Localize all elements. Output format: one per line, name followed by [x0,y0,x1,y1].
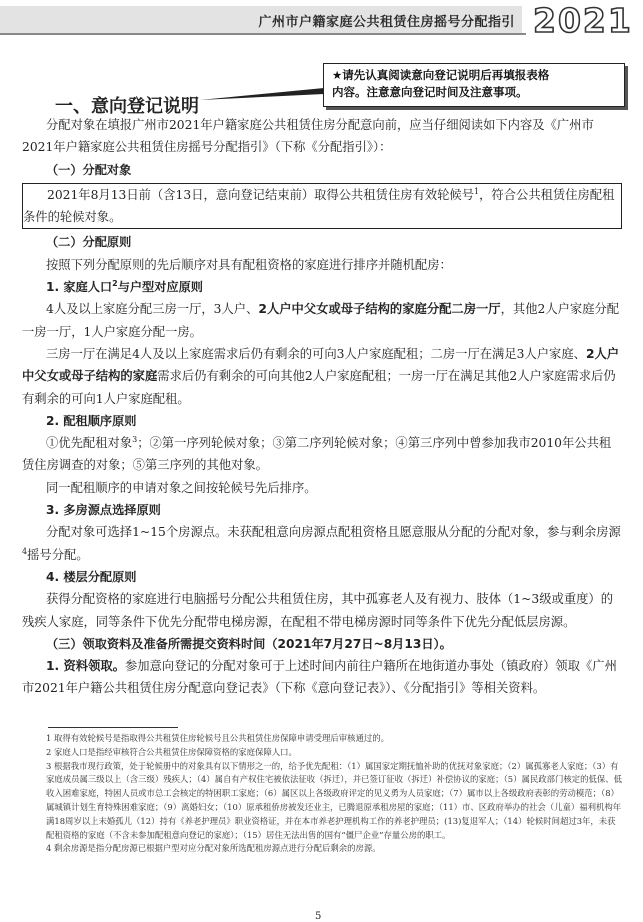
part2-intro: 按照下列分配原则的先后顺序对具有配租资格的家庭进行排序并随机配房： [46,257,452,272]
footnote-2: 2 家庭人口是指经审核符合公共租赁住房保障资格的家庭保障人口。 [46,746,297,757]
document-body [22,114,622,700]
footnotes [22,732,622,856]
notice-pointer [200,87,324,101]
notice-line-2: 内容。注意意向登记时间及注意事项。 [332,85,528,99]
intro-paragraph: 分配对象在填报广州市2021年户籍家庭公共租赁住房分配意向前，应当仔细阅读如下内容及《广州市2021年户籍家庭公共租赁住房摇号分配指引》（下称《分配指引》）： [22,118,594,155]
header-year: 2021 [533,1,633,40]
footnote-rule [48,727,178,728]
section-title: 一、意向登记说明 [55,96,199,117]
page-header [0,0,643,40]
rule3-heading: 3. 多房源点选择原则 [46,503,161,518]
part1-heading: （一）分配对象 [46,162,132,177]
rule1-paragraph-1: 4人及以上家庭分配三房一厅，3人户、2人户中父女或母子结构的家庭分配二房一厅，其他2人户家庭分配一房一厅，1人户家庭分配一房。 [22,302,620,339]
notice-box [323,63,625,107]
rule4-heading: 4. 楼层分配原则 [46,569,137,584]
rule1-heading: 1. 家庭人口$^2$与户型对应原则 [46,279,203,295]
highlight-box [22,183,622,230]
rule3-paragraph: 分配对象可选择1~15个房源点。未获配租意向房源点配租资格且愿意服从分配的分配对象，参与剩余房源$^4$摇号分配。 [22,525,621,562]
part1-paragraph: 2021年8月13日前（含13日，意向登记结束前）取得公共租赁住房有效轮候号$^1$，符合公共租赁住房配租条件的轮候对象。 [23,186,615,225]
part3-paragraph: 1. 资料领取。参加意向登记的分配对象可于上述时间内前往户籍所在地街道办事处（镇政府）领取《广州市2021年户籍公共租赁住房分配意向登记表》（下称《意向登记表》）、《分配指引》等相关资料。 [22,659,617,696]
rule1-paragraph-2: 三房一厅在满足4人及以上家庭需求后仍有剩余的可向3人户家庭配租；二房一厅在满足3人户家庭、2人户中父女或母子结构的家庭需求后仍有剩余的可向其他2人户家庭配租；一房一厅在满足其他2人户家庭需求后仍有剩余的可向1人户家庭配租。 [22,346,620,406]
part3-heading: （三）领取资料及准备所需提交资料时间（2021年7月27日~8月13日）。 [46,636,452,651]
header-title: 广州市户籍家庭公共租赁住房摇号分配指引 [258,15,515,30]
rule2-paragraph-1: ①优先配租对象$^3$；②第一序列轮候对象；③第二序列轮候对象；④第三序列中曾参加我市2010年公共租赁住房调查的对象；⑤第三序列的其他对象。 [22,435,612,473]
footnote-3: 3 根据我市现行政策，处于轮候册中的对象具有以下情形之一的，给予优先配租：（1）属国家定期抚恤补助的优抚对象家庭；（2）属孤寡老人家庭；（3）有家庭成员属三级以上（含三级）残疾人；（4）属自有产权住宅被依法征收（拆迁），并已签订征收（拆迁）补偿协议的家庭；（5）属民政部门核定的低保、低收入困难家庭，特困人员或市总工会核定的特困职工家庭；（6）属区以上各级政府评定的见义勇为人员家庭；（7）属市以上各级政府表彰的劳动模范；（8）属城镇计划生育特殊困难家庭；（9）离婚妇女；（10）原承租侨房被发还业主，已腾退原承租房屋的家庭；（11）市、区政府举办的社会（儿童）福利机构年满18周岁以上未婚孤儿（12）持有《养老护理员》职业资格证，并在本市养老护理机构工作的养老护理员；(13)复退军人；（14）轮候时间超过3年，未获配租资格的家庭（不含未参加配租意向登记的家庭）；（15）居住无法出售的国有“僵尸企业”存量公房的职工。 [46,760,622,840]
footnote-1: 1 取得有效轮候号是指取得公共租赁住房轮候号且公共租赁住房保障申请受理后审核通过的。 [46,733,389,743]
rule4-paragraph: 获得分配资格的家庭进行电脑摇号分配公共租赁住房，其中孤寡老人及有视力、肢体（1~3级或重度）的残疾人家庭，同等条件下优先分配带电梯房源，在配租不带电梯房源时同等条件下优先分配低层房源。 [22,592,614,629]
header-rule [0,33,526,35]
page-number: 5 [315,911,322,922]
part2-heading: （二）分配原则 [46,235,132,250]
rule2-paragraph-2: 同一配租顺序的申请对象之间按轮候号先后排序。 [46,480,317,495]
footnote-4: 4 剩余房源是指分配房源已根据户型对应分配对象所选配租房源点进行分配后剩余的房源。 [46,843,381,854]
rule2-heading: 2. 配租顺序原则 [46,413,137,428]
notice-line-1: ★请先认真阅读意向登记说明后再填报表格 [332,68,550,82]
